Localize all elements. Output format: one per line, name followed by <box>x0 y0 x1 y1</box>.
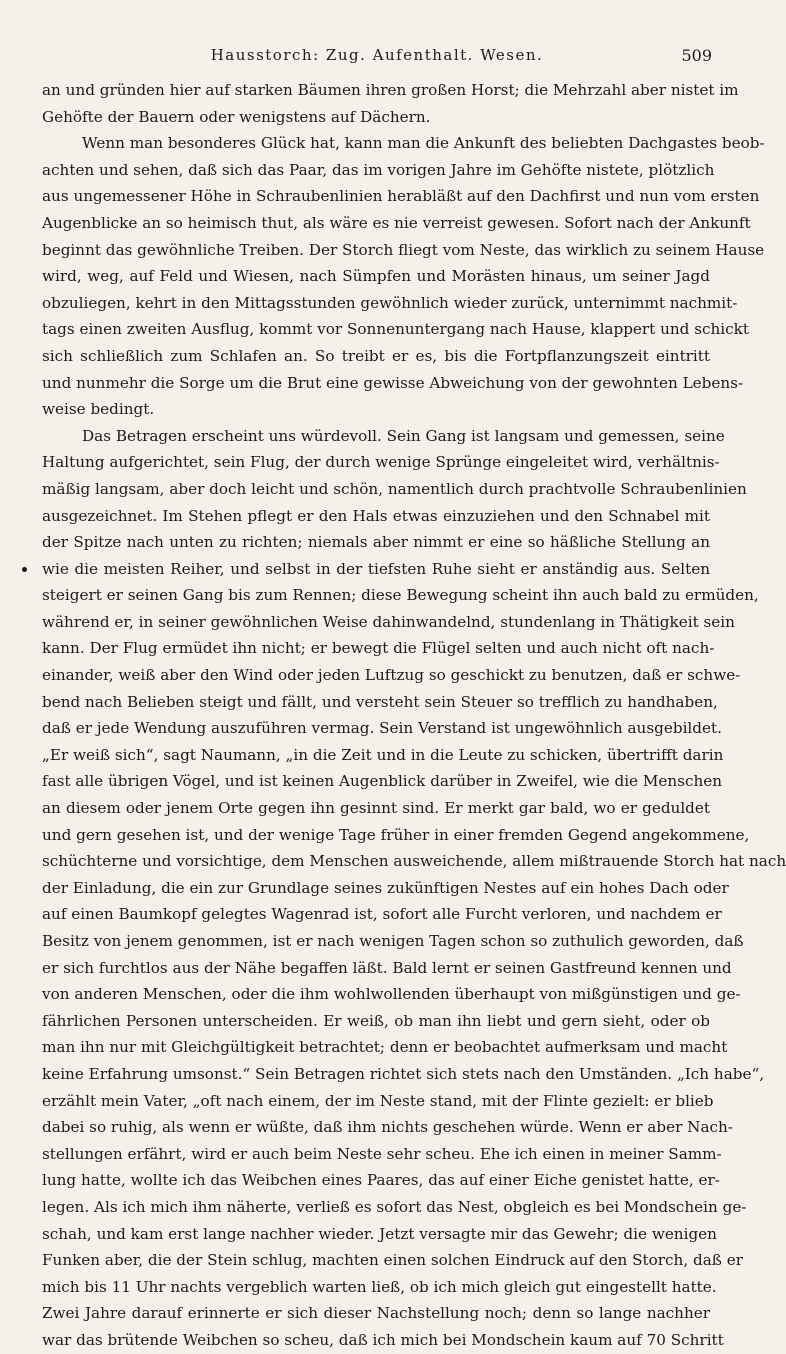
text-line: steigert er seinen Gang bis zum Rennen; diese Bewegung scheint ihn auch bald zu ermüden, <box>42 586 759 605</box>
text-line: Besitz von jenem genommen, ist er nach wenigen Tagen schon so zuthulich geworden, daß <box>42 932 744 950</box>
text-line: wie die meisten Reiher, und selbst in der tiefsten Ruhe sieht er anständig aus. Selten <box>42 559 710 578</box>
text-line: und nunmehr die Sorge um die Brut eine gewisse Abweichung von der gewohnten Lebens- <box>42 373 744 392</box>
text-line: bend nach Belieben steigt und fällt, und versteht sein Steuer so trefflich zu handhaben, <box>42 692 718 711</box>
text-line: stellungen erfährt, wird er auch beim Neste sehr scheu. Ehe ich einen in meiner Samm- <box>42 1144 722 1163</box>
margin-dot <box>22 567 27 572</box>
text-line: kann. Der Flug ermüdet ihn nicht; er bewegt die Flügel selten und auch nicht oft nach- <box>42 639 715 658</box>
text-line: weise bedingt. <box>42 400 155 419</box>
text-line: während er, in seiner gewöhnlichen Weise dahinwandelnd, stundenlang in Thätigkeit sein <box>42 612 735 631</box>
text-line: dabei so ruhig, als wenn er wüßte, daß ihm nichts geschehen würde. Wenn er aber Nach- <box>42 1118 733 1137</box>
text-line: der Einladung, die ein zur Grundlage seines zukünftigen Nestes auf ein hohes Dach oder <box>42 878 729 897</box>
text-line: Haltung aufgerichtet, sein Flug, der durch wenige Sprünge eingeleitet wird, verhältnis- <box>42 453 720 472</box>
text-line: und gern gesehen ist, und der wenige Tage früher in einer fremden Gegend angekommene, <box>42 825 750 844</box>
text-line: er sich furchtlos aus der Nähe begaffen läßt. Bald lernt er seinen Gastfreund kennen und <box>42 958 732 977</box>
paragraph <box>42 77 739 130</box>
text-line: erzählt mein Vater, „oft nach einem, der im Neste stand, mit der Flinte gezielt: er blieb <box>42 1091 714 1110</box>
text-line: mich bis 11 Uhr nachts vergeblich warten ließ, ob ich mich gleich gut eingestellt hatte. <box>42 1277 717 1296</box>
body-text <box>42 77 786 1354</box>
text-line: achten und sehen, daß sich das Paar, das im vorigen Jahre im Gehöfte nistete, plötzlich <box>42 160 715 179</box>
text-line: man ihn nur mit Gleichgültigkeit betrachtet; denn er beobachtet aufmerksam und macht <box>42 1038 728 1057</box>
text-line: Zwei Jahre darauf erinnerte er sich dieser Nachstellung noch; denn so lange nachher <box>42 1304 710 1323</box>
text-line: sich schließlich zum Schlafen an. So treibt er es, bis die Fortpflanzungszeit eintritt <box>42 346 710 365</box>
text-line: Augenblicke an so heimisch thut, als wäre es nie verreist gewesen. Sofort nach der Ankunft <box>42 213 751 232</box>
running-head: Hausstorch: Zug. Aufenthalt. Wesen. <box>210 46 544 64</box>
paragraph <box>42 423 786 1354</box>
page-number: 509 <box>681 46 712 65</box>
text-line: wird, weg, auf Feld und Wiesen, nach Sümpfen und Morästen hinaus, um seiner Jagd <box>42 267 710 286</box>
text-line: lung hatte, wollte ich das Weibchen eines Paares, das auf einer Eiche genistet hatte, er- <box>42 1171 720 1190</box>
text-line: schüchterne und vorsichtige, dem Menschen ausweichende, allem mißtrauende Storch hat nach <box>42 852 786 871</box>
text-line: fast alle übrigen Vögel, und ist keinen Augenblick darüber in Zweifel, wie die Menschen <box>42 772 723 791</box>
text-line: keine Erfahrung umsonst.“ Sein Betragen richtet sich stets nach den Umständen. „Ich habe“, <box>42 1064 765 1083</box>
text-line: war das brütende Weibchen so scheu, daß ich mich bei Mondschein kaum auf 70 Schritt <box>42 1330 724 1349</box>
text-line: schah, und kam erst lange nachher wieder. Jetzt versagte mir das Gewehr; die wenigen <box>42 1224 717 1243</box>
text-line: daß er jede Wendung auszuführen vermag. Sein Verstand ist ungewöhnlich ausgebildet. <box>42 719 722 738</box>
text-line: legen. Als ich mich ihm näherte, verließ es sofort das Nest, obgleich es bei Mondschein ge- <box>42 1197 747 1216</box>
page-header <box>42 46 712 70</box>
text-line: beginnt das gewöhnliche Treiben. Der Storch fliegt vom Neste, das wirklich zu seinem Hause <box>42 240 765 259</box>
text-line: fährlichen Personen unterscheiden. Er weiß, ob man ihn liebt und gern sieht, oder ob <box>42 1011 710 1030</box>
text-line: Das Betragen erscheint uns würdevoll. Sein Gang ist langsam und gemessen, seine <box>82 426 725 445</box>
text-line: mäßig langsam, aber doch leicht und schön, namentlich durch prachtvolle Schraubenlinien <box>42 479 747 498</box>
text-line: obzuliegen, kehrt in den Mittagsstunden gewöhnlich wieder zurück, unternimmt nachmit- <box>42 293 738 312</box>
text-line: tags einen zweiten Ausflug, kommt vor Sonnenuntergang nach Hause, klappert und schickt <box>42 320 749 339</box>
text-line: von anderen Menschen, oder die ihm wohlwollenden überhaupt von mißgünstigen und ge- <box>42 985 741 1004</box>
paragraph <box>42 130 765 423</box>
text-line: einander, weiß aber den Wind oder jeden Luftzug so geschickt zu benutzen, daß er schwe- <box>42 666 741 685</box>
text-line: an und gründen hier auf starken Bäumen ihren großen Horst; die Mehrzahl aber nistet im <box>42 81 739 99</box>
text-line: an diesem oder jenem Orte gegen ihn gesinnt sind. Er merkt gar bald, wo er geduldet <box>42 799 710 818</box>
text-line: „Er weiß sich“, sagt Naumann, „in die Zeit und in die Leute zu schicken, übertrifft darin <box>42 745 724 764</box>
text-line: ausgezeichnet. Im Stehen pflegt er den Hals etwas einzuziehen und den Schnabel mit <box>42 506 710 525</box>
text-line: der Spitze nach unten zu richten; niemals aber nimmt er eine so häßliche Stellung an <box>42 533 710 552</box>
text-line: Wenn man besonderes Glück hat, kann man die Ankunft des beliebten Dachgastes beob- <box>82 134 765 153</box>
text-line: aus ungemessener Höhe in Schraubenlinien herabläßt auf den Dachfirst und nun vom ersten <box>42 187 760 206</box>
text-line: auf einen Baumkopf gelegtes Wagenrad ist, sofort alle Furcht verloren, und nachdem er <box>42 905 722 924</box>
text-line: Gehöfte der Bauern oder wenigstens auf Dächern. <box>42 107 431 126</box>
text-line: Funken aber, die der Stein schlug, machten einen solchen Eindruck auf den Storch, daß er <box>42 1251 743 1270</box>
